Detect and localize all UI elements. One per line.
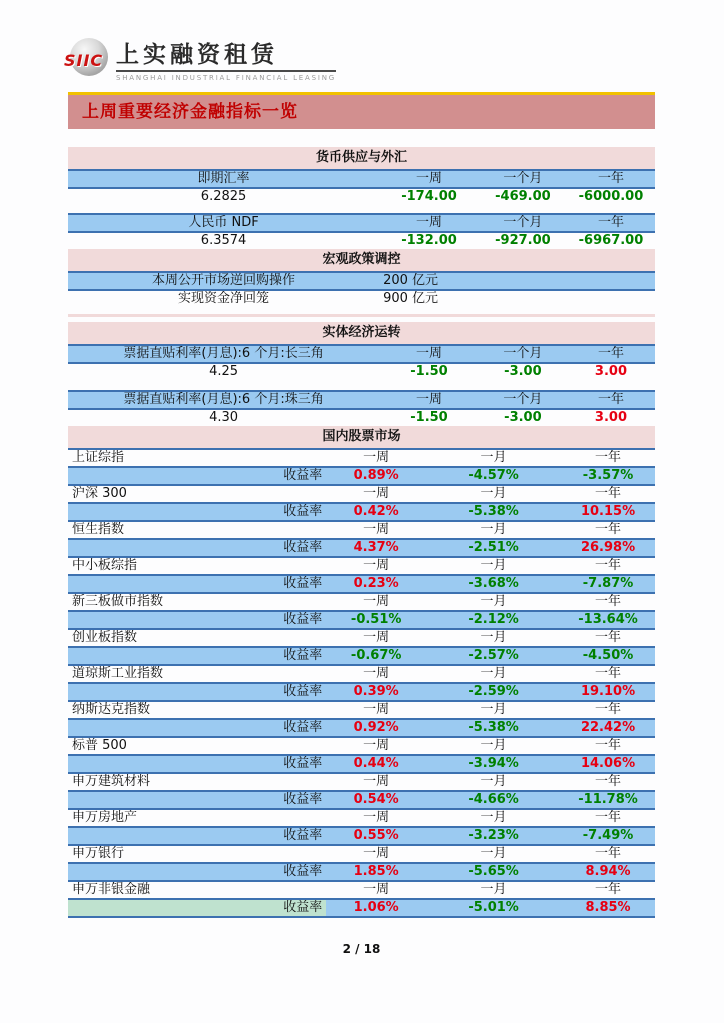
yield-year: 8.85% [585, 900, 631, 915]
index-name: 申万建筑材料 [72, 774, 151, 789]
value-row-bill-rate-yangtze [68, 363, 655, 380]
col-header-year: 一年 [595, 846, 622, 861]
yield-label: 收益率 [68, 683, 326, 701]
col-header-week: 一周 [363, 774, 390, 789]
yield-label: 收益率 [68, 503, 326, 521]
yield-row [68, 719, 655, 737]
yield-row [68, 647, 655, 665]
col-header-year: 一年 [595, 810, 622, 825]
value-row-spot-rate [68, 188, 655, 205]
indicator-value: 6.3574 [200, 233, 247, 248]
yield-row [68, 575, 655, 593]
col-header-month: 一月 [480, 702, 507, 717]
yield-month: -5.01% [468, 900, 519, 915]
yield-week: -0.51% [350, 612, 402, 627]
change-month: -927.00 [495, 233, 551, 248]
col-header-year: 一年 [567, 345, 655, 363]
yield-month: -2.57% [468, 648, 519, 663]
rmb-ndf-table [68, 213, 655, 249]
yield-month: -2.12% [468, 612, 519, 627]
col-header-year: 一年 [595, 486, 622, 501]
col-header-month: 一月 [480, 594, 507, 609]
col-header-week: 一周 [363, 810, 390, 825]
yield-week: 0.92% [353, 720, 399, 735]
header-row-spot-rate [68, 170, 655, 188]
yield-week: 0.89% [353, 468, 399, 483]
col-header-week: 一周 [363, 882, 390, 897]
bill-rate-pearl-table [68, 390, 655, 426]
col-header-year: 一年 [567, 214, 655, 232]
col-header-year: 一年 [595, 522, 622, 537]
col-header-year: 一年 [595, 630, 622, 645]
col-header-week: 一周 [363, 594, 390, 609]
change-year: 3.00 [594, 410, 627, 425]
col-header-week: 一周 [363, 486, 390, 501]
index-row [68, 485, 655, 503]
index-name: 申万银行 [72, 846, 125, 861]
col-header-month: 一月 [480, 882, 507, 897]
section-header-money-fx: 货币供应与外汇 [68, 147, 655, 170]
indicator-label: 即期汇率 [68, 170, 379, 188]
col-header-month: 一月 [480, 522, 507, 537]
yield-month: -2.51% [468, 540, 519, 555]
yield-row [68, 467, 655, 485]
yield-row [68, 539, 655, 557]
yield-year: -11.78% [578, 792, 638, 807]
indicator-value: 4.30 [209, 410, 239, 425]
yield-label: 收益率 [68, 611, 326, 629]
yield-week: 0.55% [353, 828, 399, 843]
yield-week: 1.85% [353, 864, 399, 879]
yield-month: -3.23% [468, 828, 519, 843]
change-year: 3.00 [594, 364, 627, 379]
section-header-real-economy: 实体经济运转 [68, 322, 655, 345]
yield-year: 19.10% [580, 684, 636, 699]
index-name: 创业板指数 [72, 630, 138, 645]
yield-week: -0.67% [350, 648, 402, 663]
yield-label: 收益率 [68, 827, 326, 845]
header-row-bill-rate-pearl [68, 391, 655, 409]
policy-value: 900 亿元 [383, 291, 439, 306]
section-header-stock-market: 国内股票市场 [68, 426, 655, 449]
header-row-bill-rate-yangtze [68, 345, 655, 363]
col-header-week: 一周 [363, 450, 390, 465]
company-name-en: SHANGHAI INDUSTRIAL FINANCIAL LEASING [116, 74, 336, 82]
index-row [68, 557, 655, 575]
col-header-year: 一年 [595, 882, 622, 897]
yield-month: -5.38% [468, 720, 519, 735]
col-header-year: 一年 [595, 666, 622, 681]
col-header-year: 一年 [567, 391, 655, 409]
change-month: -3.00 [504, 410, 542, 425]
yield-month: -2.59% [468, 684, 519, 699]
col-header-month: 一月 [480, 810, 507, 825]
col-header-month: 一个月 [479, 170, 567, 188]
index-row [68, 629, 655, 647]
yield-month: -4.66% [468, 792, 519, 807]
yield-row [68, 683, 655, 701]
section-header-row [68, 147, 655, 170]
change-year: -6000.00 [578, 189, 644, 204]
col-header-month: 一月 [480, 666, 507, 681]
yield-week: 0.42% [353, 504, 399, 519]
siic-globe-icon [64, 38, 108, 76]
index-name: 上证综指 [72, 450, 125, 465]
yield-label: 收益率 [68, 647, 326, 665]
index-row [68, 449, 655, 467]
change-week: -1.50 [410, 364, 448, 379]
yield-month: -3.94% [468, 756, 519, 771]
col-header-week: 一周 [363, 846, 390, 861]
index-name: 申万房地产 [72, 810, 138, 825]
company-name-cn: 上实融资租赁 [116, 36, 336, 72]
change-month: -3.00 [504, 364, 542, 379]
index-name: 道琼斯工业指数 [72, 666, 164, 681]
yield-week: 0.54% [353, 792, 399, 807]
col-header-week: 一周 [363, 558, 390, 573]
col-header-week: 一周 [379, 391, 479, 409]
index-name: 沪深 300 [72, 486, 127, 501]
real-economy-table [68, 322, 655, 380]
yield-label: 收益率 [68, 791, 326, 809]
value-row-bill-rate-pearl [68, 409, 655, 426]
index-name: 中小板综指 [72, 558, 138, 573]
col-header-week: 一周 [363, 522, 390, 537]
indicator-value: 4.25 [209, 364, 239, 379]
yield-month: -5.65% [468, 864, 519, 879]
macro-policy-table [68, 249, 655, 307]
col-header-month: 一月 [480, 450, 507, 465]
col-header-month: 一月 [480, 486, 507, 501]
yield-week: 0.23% [353, 576, 399, 591]
indicator-label: 票据直贴利率(月息):6 个月:长三角 [68, 345, 379, 363]
index-row [68, 701, 655, 719]
yield-week: 4.37% [353, 540, 399, 555]
yield-month: -5.38% [468, 504, 519, 519]
section-header-macro-policy: 宏观政策调控 [68, 249, 655, 272]
col-header-month: 一月 [480, 846, 507, 861]
col-header-month: 一月 [480, 738, 507, 753]
siic-wordmark: SIIC [64, 51, 104, 70]
indicator-label: 人民币 NDF [68, 214, 379, 232]
header-row-ndf [68, 214, 655, 232]
index-row [68, 665, 655, 683]
change-month: -469.00 [495, 189, 551, 204]
page-title-bar [68, 92, 655, 129]
yield-year: 26.98% [580, 540, 636, 555]
section-header-row [68, 426, 655, 449]
section-divider [68, 314, 655, 317]
index-row [68, 521, 655, 539]
col-header-year: 一年 [595, 738, 622, 753]
policy-row [68, 272, 655, 290]
col-header-month: 一月 [480, 558, 507, 573]
yield-label: 收益率 [68, 575, 326, 593]
yield-week: 0.44% [353, 756, 399, 771]
section-header-row [68, 322, 655, 345]
yield-row [68, 791, 655, 809]
yield-year: -4.50% [582, 648, 634, 663]
col-header-year: 一年 [595, 450, 622, 465]
yield-row [68, 611, 655, 629]
yield-year: 8.94% [585, 864, 631, 879]
col-header-year: 一年 [595, 558, 622, 573]
index-name: 恒生指数 [72, 522, 125, 537]
col-header-year: 一年 [595, 702, 622, 717]
col-header-year: 一年 [595, 774, 622, 789]
index-name: 标普 500 [72, 738, 127, 753]
yield-label: 收益率 [68, 755, 326, 773]
col-header-week: 一周 [379, 214, 479, 232]
change-year: -6967.00 [578, 233, 644, 248]
policy-label: 实现资金净回笼 [178, 291, 270, 306]
col-header-month: 一个月 [479, 345, 567, 363]
index-row [68, 881, 655, 899]
col-header-year: 一年 [567, 170, 655, 188]
indicator-value: 6.2825 [200, 189, 247, 204]
yield-row [68, 755, 655, 773]
yield-year: -7.87% [582, 576, 634, 591]
yield-year: -3.57% [582, 468, 634, 483]
yield-label-highlighted: 收益率 [68, 899, 326, 917]
index-row [68, 593, 655, 611]
col-header-month: 一个月 [479, 214, 567, 232]
change-week: -132.00 [401, 233, 457, 248]
indicator-label: 票据直贴利率(月息):6 个月:珠三角 [68, 391, 379, 409]
col-header-week: 一周 [363, 666, 390, 681]
yield-year: -13.64% [578, 612, 638, 627]
col-header-month: 一个月 [479, 391, 567, 409]
col-header-year: 一年 [595, 594, 622, 609]
col-header-week: 一周 [363, 702, 390, 717]
yield-year: 10.15% [580, 504, 636, 519]
col-header-month: 一月 [480, 774, 507, 789]
index-name: 新三板做市指数 [72, 594, 164, 609]
yield-label: 收益率 [68, 863, 326, 881]
index-row [68, 845, 655, 863]
yield-row [68, 503, 655, 521]
policy-value: 200 亿元 [379, 272, 655, 290]
company-logo [64, 36, 724, 82]
yield-week: 1.06% [353, 900, 399, 915]
index-row [68, 737, 655, 755]
yield-label: 收益率 [68, 719, 326, 737]
yield-year: 14.06% [580, 756, 636, 771]
col-header-week: 一周 [379, 170, 479, 188]
col-header-week: 一周 [363, 630, 390, 645]
page-number: 2 / 18 [342, 942, 381, 956]
yield-year: -7.49% [582, 828, 634, 843]
col-header-month: 一月 [480, 630, 507, 645]
yield-month: -3.68% [468, 576, 519, 591]
section-header-row [68, 249, 655, 272]
col-header-week: 一周 [363, 738, 390, 753]
change-week: -174.00 [401, 189, 457, 204]
policy-label: 本周公开市场逆回购操作 [68, 272, 379, 290]
yield-row [68, 827, 655, 845]
yield-label: 收益率 [68, 539, 326, 557]
index-row [68, 809, 655, 827]
page-title: 上周重要经济金融指标一览 [82, 102, 298, 122]
index-row [68, 773, 655, 791]
change-week: -1.50 [410, 410, 448, 425]
col-header-week: 一周 [379, 345, 479, 363]
yield-year: 22.42% [580, 720, 636, 735]
yield-row [68, 899, 655, 917]
yield-month: -4.57% [468, 468, 519, 483]
yield-label: 收益率 [68, 467, 326, 485]
index-name: 纳斯达克指数 [72, 702, 151, 717]
money-fx-table [68, 147, 655, 205]
yield-row [68, 863, 655, 881]
index-name: 申万非银金融 [72, 882, 151, 897]
stock-market-table [68, 426, 655, 918]
yield-week: 0.39% [353, 684, 399, 699]
policy-row [68, 290, 655, 307]
value-row-ndf [68, 232, 655, 249]
